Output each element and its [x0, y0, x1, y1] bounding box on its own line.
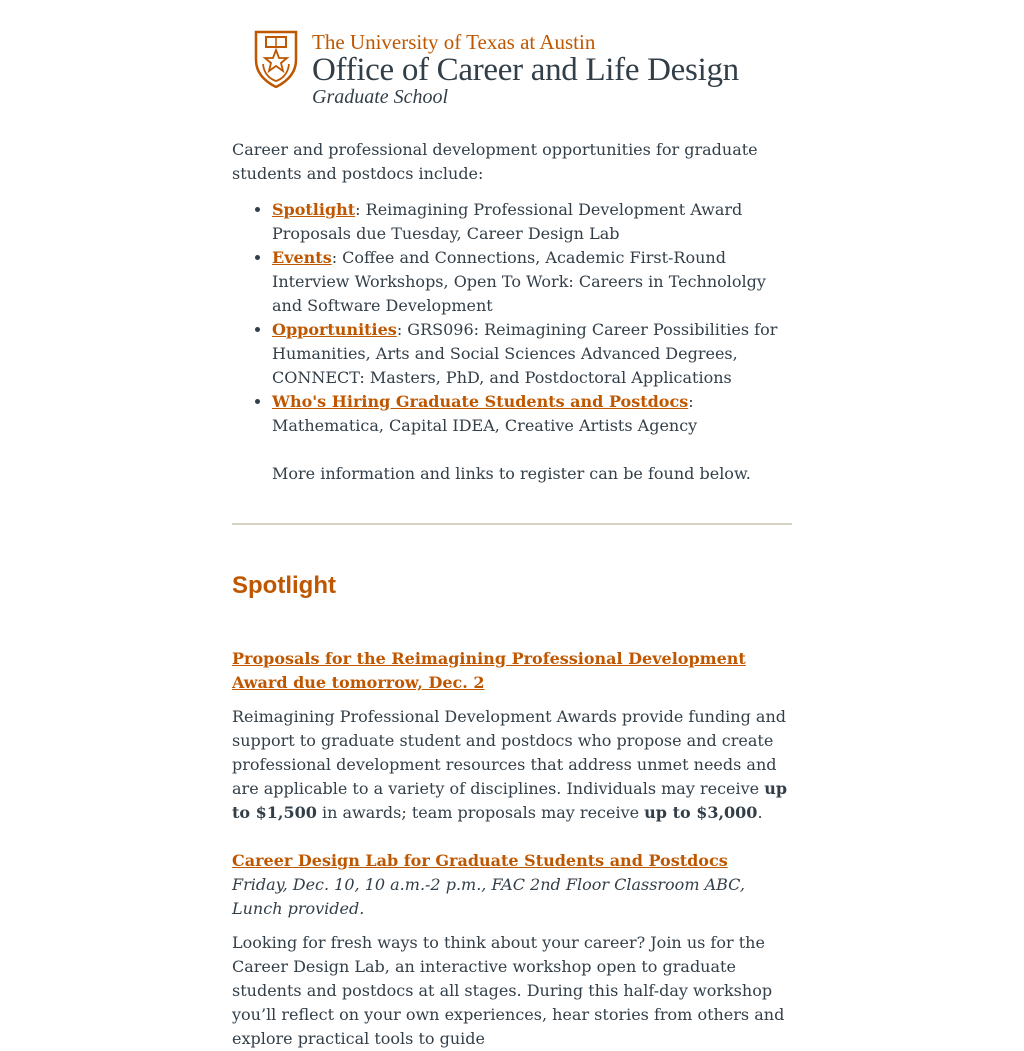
career-design-lab-link[interactable]: Career Design Lab for Graduate Students and Postdocs: [232, 851, 728, 870]
events-link[interactable]: Events: [272, 248, 332, 267]
award-proposals-heading: [232, 647, 792, 695]
spotlight-heading: Spotlight: [232, 572, 336, 599]
award-text-part: Reimagining Professional Development Awards provide funding and support to graduate student and postdocs who propose and create professional development resources that address unmet needs and are applicable to a variety of disciplines. Individuals may receive: [232, 707, 787, 798]
career-design-lab-details: Friday, Dec. 10, 10 a.m.-2 p.m., FAC 2nd Floor Classroom ABC, Lunch provided.: [232, 875, 745, 918]
spotlight-link[interactable]: Spotlight: [272, 200, 356, 219]
intro-text: Career and professional development opportunities for graduate students and postdocs include:: [232, 140, 758, 183]
header-logo: [254, 28, 774, 112]
list-item-text: : Reimagining Professional Development Award Proposals due Tuesday, Career Design Lab: [272, 200, 743, 243]
school-name: Graduate School: [312, 86, 449, 108]
highlights-list: [232, 198, 792, 438]
whos-hiring-link[interactable]: Who's Hiring Graduate Students and Postdocs: [272, 392, 689, 411]
list-item-text: : Mathematica, Capital IDEA, Creative Artists Agency: [272, 392, 698, 435]
list-item: [272, 246, 792, 318]
list-item-text: : GRS096: Reimagining Career Possibilities for Humanities, Arts and Social Sciences Advanced Degrees, CONNECT: Masters, PhD, and Postdoctoral Applications: [272, 320, 778, 387]
list-item-text: : Coffee and Connections, Academic First-Round Interview Workshops, Open To Work: Careers in Technololgy and Software Development: [272, 248, 766, 315]
university-name: The University of Texas at Austin: [312, 30, 596, 54]
more-info-text: More information and links to register can be found below.: [272, 464, 751, 483]
award-description: [232, 705, 792, 825]
university-seal-icon: [254, 30, 298, 88]
list-item: [272, 390, 792, 438]
career-design-lab-description: Looking for fresh ways to think about your career? Join us for the Career Design Lab, an interactive workshop open to graduate students and postdocs at all stages. During this half-day workshop you’ll reflect on your own experiences, hear stories from others and explore practical tools to guide: [232, 933, 785, 1048]
team-amount: up to $3,000: [644, 803, 758, 822]
award-proposals-link[interactable]: Proposals for the Reimagining Professional Development Award due tomorrow, Dec. 2: [232, 649, 746, 692]
award-text-part: in awards; team proposals may receive: [316, 803, 645, 822]
list-item: [272, 198, 792, 246]
individual-amount: up to $1,500: [232, 779, 788, 822]
opportunities-link[interactable]: Opportunities: [272, 320, 397, 339]
section-divider: [232, 523, 792, 525]
award-text-part: .: [757, 803, 763, 822]
office-name: Office of Career and Life Design: [312, 52, 739, 88]
list-item: [272, 318, 792, 390]
career-design-lab-heading: [232, 849, 792, 873]
